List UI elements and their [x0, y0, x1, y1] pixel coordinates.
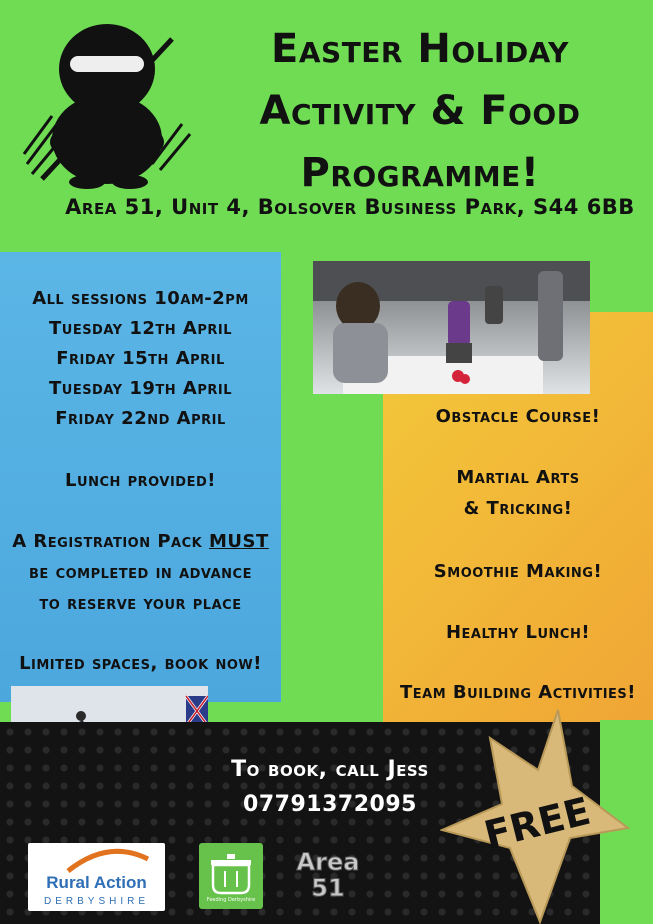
activity-lunch: Healthy Lunch! [445, 622, 591, 643]
area51-word: Area [296, 848, 360, 876]
registration-text: A Registration Pack [12, 531, 209, 552]
lunch-note: Lunch provided! [65, 470, 216, 491]
activity-obstacle: Obstacle Course! [435, 406, 601, 427]
session-line: Friday 22nd April [55, 408, 226, 429]
page-title [200, 18, 640, 204]
session-line: All sessions 10am-2pm [32, 288, 249, 309]
registration-line-2: be completed in advance [29, 562, 252, 583]
activity-team: Team Building Activities! [400, 682, 636, 703]
registration-line-3: to reserve your place [39, 593, 242, 614]
rural-action-sub: DERBYSHIRE [43, 896, 149, 907]
ninja-mascot-icon [22, 14, 192, 189]
session-line: Tuesday 19th April [48, 378, 233, 399]
session-line: Tuesday 12th April [48, 318, 233, 339]
free-label: FREE [479, 788, 595, 858]
rural-action-name: Rural Action [46, 873, 147, 892]
session-line: Friday 15th April [56, 348, 225, 369]
limited-spaces-note: Limited spaces, book now! [19, 653, 262, 674]
free-star-badge-icon [440, 708, 630, 924]
activity-martial-2: & Tricking! [463, 498, 573, 519]
session-dates [0, 284, 281, 434]
title-line-2: Activity & Food [259, 88, 581, 134]
title-line-1: Easter Holiday [271, 26, 569, 72]
must-emphasis: MUST [209, 531, 269, 552]
booking-phone: 07791372095 [243, 792, 417, 817]
activity-smoothie: Smoothie Making! [433, 561, 603, 582]
booking-text: To book, call Jess [231, 757, 429, 782]
smoothie-making-photo [313, 261, 590, 394]
feeding-derbyshire-name: Feeding Derbyshire [206, 897, 256, 903]
activity-martial-1: Martial Arts [456, 467, 580, 488]
area51-logo [283, 848, 373, 908]
venue-address: Area 51, Unit 4, Bolsover Business Park, S44 6BB [65, 195, 635, 219]
feeding-derbyshire-logo [199, 843, 263, 909]
title-line-3: Programme! [300, 150, 540, 196]
area51-number: 51 [311, 874, 345, 902]
registration-line-1 [0, 527, 281, 557]
rural-action-logo [28, 843, 165, 911]
